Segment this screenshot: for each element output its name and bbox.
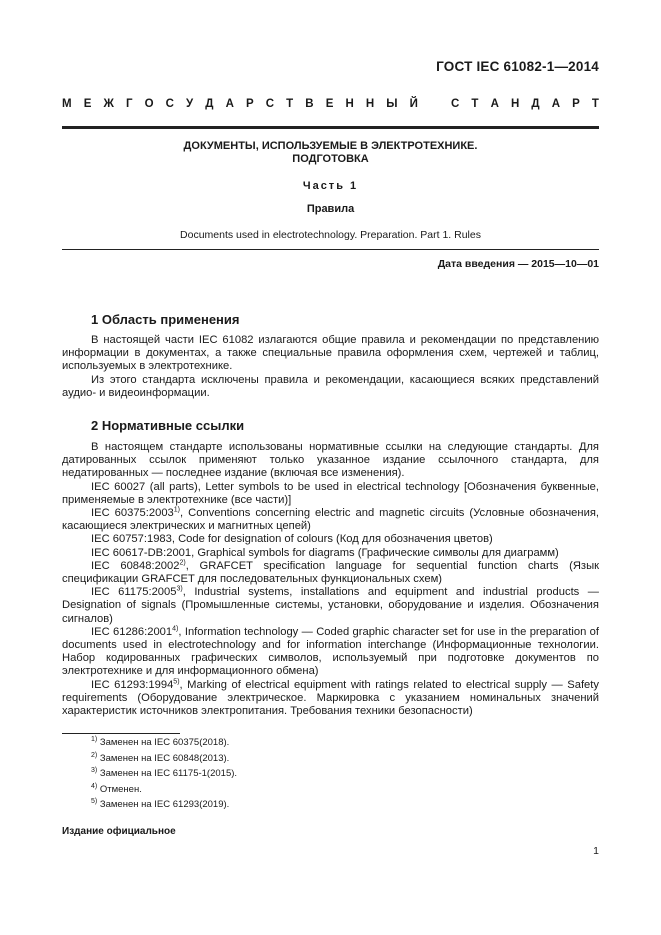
document-title <box>62 140 599 166</box>
banner-word-interstate: М Е Ж Г О С У Д А Р С Т В Е Н Н Ы Й <box>62 98 418 110</box>
footnote-mark: 4) <box>172 625 179 633</box>
section-2-heading: 2 Нормативные ссылки <box>91 418 245 433</box>
subtitle: Правила <box>306 203 355 215</box>
reference-item: IEC 60027 (all parts), Letter symbols to be used in electrical technology [Обозначения буквенные, применяемые в электротехнике (все части)] <box>62 480 599 506</box>
page-number: 1 <box>593 845 599 857</box>
reference-item: IEC 61286:2001$^{4)}$, Information technology — Coded graphic character set for use in the preparation of documents used in electrotechnology and for information interchange (Информационные технологии. Набор кодированных графических символов, используемый при подготовке документов по электротехнике и для информационного обмена) <box>62 625 599 678</box>
title-line-1: ДОКУМЕНТЫ, ИСПОЛЬЗУЕМЫЕ В ЭЛЕКТРОТЕХНИКЕ. <box>183 140 478 152</box>
standard-number: ГОСТ IEC 61082-1—2014 <box>436 59 599 74</box>
footnote-mark: 3) <box>176 585 183 593</box>
footnote-mark: 5) <box>173 677 180 685</box>
banner-word-standard: С Т А Н Д А Р Т <box>451 98 599 110</box>
standard-banner <box>62 98 599 110</box>
section-1-paragraph: В настоящей части IEC 61082 излагаются общие правила и рекомендации по представлению информации в документах, а также специальные правила оформления схем, чертежей и таблиц, используемых в электротехнике. <box>62 334 599 373</box>
title-rule <box>62 249 599 250</box>
footnote-rule <box>62 733 180 734</box>
footnote-item: $^{4)}$ Отменен. <box>91 782 142 795</box>
part-label: Часть 1 <box>302 180 359 192</box>
official-edition: Издание официальное <box>62 826 176 837</box>
section-2-paragraph: В настоящем стандарте использованы нормативные ссылки на следующие стандарты. Для датированных ссылок применяют только указанное издание ссылочного стандарта, для недатированных — последнее издание (включая все изменения). <box>62 441 599 480</box>
footnote-item: $^{3)}$ Заменен на IEC 61175-1(2015). <box>91 767 238 780</box>
reference-item: IEC 60848:2002$^{2)}$, GRAFCET specification language for sequential function charts (Язык спецификации GRAFCET для последовательных функциональных схем) <box>62 559 599 586</box>
reference-item: IEC 60375:2003$^{1)}$, Conventions concerning electric and magnetic circuits (Условные обозначения, касающиеся электрических и магнитных цепей) <box>62 506 599 533</box>
footnote-item: $^{2)}$ Заменен на IEC 60848(2013). <box>91 751 230 764</box>
section-2-body <box>62 441 599 718</box>
footnotes <box>91 735 237 813</box>
section-1-body <box>62 334 599 400</box>
section-1-paragraph: Из этого стандарта исключены правила и рекомендации, касающиеся всяких представлений аудио- и видеоинформации. <box>62 373 599 399</box>
reference-item: IEC 61293:1994$^{5)}$, Marking of electrical equipment with ratings related to electrical supply — Safety requirements (Оборудование электрическое. Маркировка с указанием номинальных значений характеристик источников электропитания. Требования техники безопасности) <box>62 677 599 718</box>
footnote-mark: 2) <box>179 559 186 567</box>
introduction-date: Дата введения — 2015—10—01 <box>437 258 599 270</box>
footnote-item: $^{5)}$ Заменен на IEC 61293(2019). <box>91 798 230 811</box>
english-title: Documents used in electrotechnology. Preparation. Part 1. Rules <box>180 229 481 241</box>
reference-item: IEC 60617-DB:2001, Graphical symbols for diagrams (Графические символы для диаграмм) <box>91 546 559 559</box>
title-line-2: ПОДГОТОВКА <box>292 153 369 165</box>
reference-list <box>62 481 599 719</box>
header-rule <box>62 126 599 129</box>
reference-item: IEC 60757:1983, Code for designation of colours (Код для обозначения цветов) <box>91 533 493 546</box>
footnote-mark: 1) <box>173 506 180 514</box>
footnote-item: $^{1)}$ Заменен на IEC 60375(2018). <box>91 735 230 748</box>
reference-item: IEC 61175:2005$^{3)}$, Industrial systems, installations and equipment and industrial products — Designation of signals (Промышленные системы, установки, оборудование и изделия. Обозначения сигналов) <box>62 585 599 625</box>
section-1-heading: 1 Область применения <box>91 312 240 327</box>
